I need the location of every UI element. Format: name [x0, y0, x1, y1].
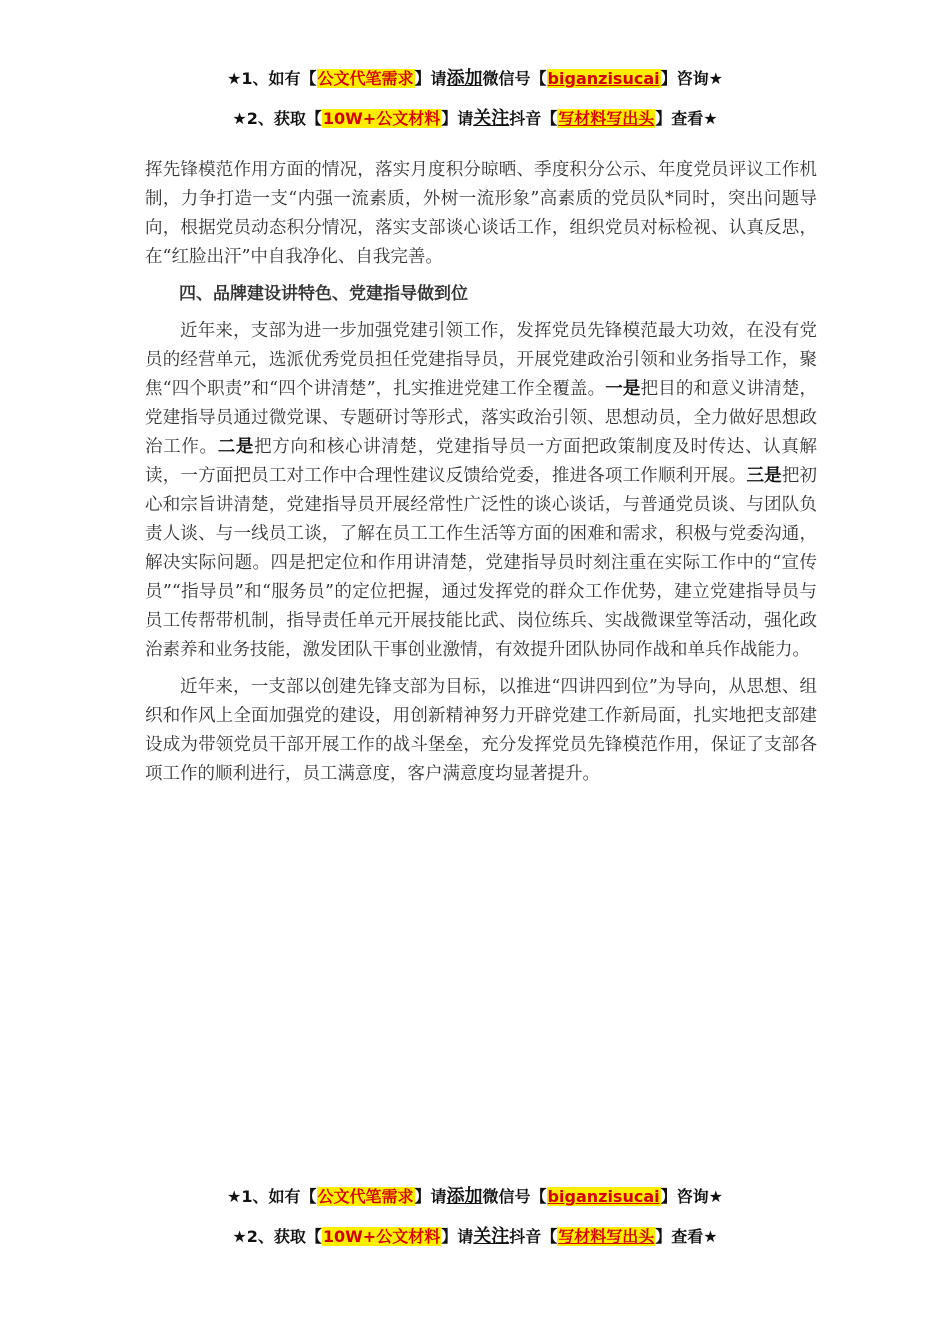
banner-text: 】请 [414, 69, 447, 88]
banner-text: 微信号【 [482, 1187, 547, 1206]
section-heading-4: 四、品牌建设讲特色、党建指导做到位 [179, 284, 468, 304]
highlight-service: 公文代笔需求 [317, 1187, 414, 1206]
paragraph-1: 挥先锋模范作用方面的情况，落实月度积分晾晒、季度积分公示、年度党员评议工作机制，力争打造一支“内强一流素质，外树一流形象”高素质的党员队*同时，突出问题导向，根据党员动态积分情况，落实支部谈心谈话工作，组织党员对标检视、认真反思，在“红脸出汗”中自我净化、自我完善。 [145, 160, 817, 267]
wechat-id: biganzisucai [547, 69, 660, 88]
emphasis-text: 关注 [473, 1226, 510, 1247]
banner-text: 】咨询★ [660, 69, 723, 88]
paragraph-2 [145, 317, 817, 665]
banner-line-1 [0, 66, 950, 106]
banner-text: ★1、如有【 [227, 69, 317, 88]
banner-text: ★2、获取【 [232, 109, 322, 128]
banner-text: 】请 [441, 109, 474, 128]
top-banner [0, 66, 950, 146]
paragraph-text: 把初心和宗旨讲清楚，党建指导员开展经常性广泛性的谈心谈话，与普通党员谈、与团队负责人谈、与一线员工谈，了解在员工工作生活等方面的困难和需求，积极与党委沟通，解决实际问题。四是把定位和作用讲清楚，党建指导员时刻注重在实际工作中的“宣传员”“指导员”和“服务员”的定位把握，通过发挥党的群众工作优势，建立党建指导员与员工传帮带机制，指导责任单元开展技能比武、岗位练兵、实战微课堂等活动，强化政治素养和业务技能，激发团队干事创业激情，有效提升团队协同作战和单兵作战能力。 [145, 466, 818, 660]
wechat-id: biganzisucai [547, 1187, 660, 1206]
keyword-third: 三是 [746, 466, 782, 486]
douyin-account: 写材料写出头 [558, 109, 655, 128]
banner-text: 】咨询★ [660, 1187, 723, 1206]
banner-line-2 [0, 1224, 950, 1264]
bottom-banner [0, 1184, 950, 1264]
paragraph-text: 把方向和核心讲清楚，党建指导员一方面把政策制度及时传达、认真解读，一方面把员工对工作中合理性建议反馈给党委，推进各项工作顺利开展。 [145, 437, 818, 486]
douyin-account: 写材料写出头 [558, 1227, 655, 1246]
banner-text: 微信号【 [482, 69, 547, 88]
emphasis-text: 添加 [446, 68, 483, 89]
keyword-second: 二是 [217, 437, 255, 457]
emphasis-text: 关注 [473, 108, 510, 129]
banner-text: 】查看★ [655, 109, 718, 128]
document-body [145, 156, 817, 789]
banner-line-1 [0, 1184, 950, 1224]
banner-text: ★1、如有【 [227, 1187, 317, 1206]
banner-line-2 [0, 106, 950, 146]
banner-text: 】请 [414, 1187, 447, 1206]
emphasis-text: 添加 [446, 1186, 483, 1207]
paragraph-text: 近年来，支部为进一步加强党建引领工作，发挥党员先锋模范最大功效，在没有党员的经营单元，选派优秀党员担任党建指导员，开展党建政治引领和业务指导工作，聚焦“四个职责”和“四个讲清楚”，扎实推进党建工作全覆盖。 [145, 321, 817, 399]
paragraph-3: 近年来，一支部以创建先锋支部为目标，以推进“四讲四到位”为导向，从思想、组织和作风上全面加强党的建设，用创新精神努力开辟党建工作新局面，扎实地把支部建设成为带领党员干部开展工作的战斗堡垒，充分发挥党员先锋模范作用，保证了支部各项工作的顺利进行，员工满意度，客户满意度均显著提升。 [145, 677, 817, 784]
highlight-materials: 10W+公文材料 [322, 109, 441, 128]
highlight-service: 公文代笔需求 [317, 69, 414, 88]
banner-text: 抖音【 [509, 1227, 558, 1246]
banner-text: 】请 [441, 1227, 474, 1246]
keyword-first: 一是 [605, 379, 641, 399]
banner-text: 抖音【 [509, 109, 558, 128]
banner-text: 】查看★ [655, 1227, 718, 1246]
paragraph-text: 把目的和意义讲清楚，党建指导员通过微党课、专题研讨等形式，落实政治引领、思想动员，全力做好思想政治工作。 [145, 379, 818, 457]
highlight-materials: 10W+公文材料 [322, 1227, 441, 1246]
banner-text: ★2、获取【 [232, 1227, 322, 1246]
